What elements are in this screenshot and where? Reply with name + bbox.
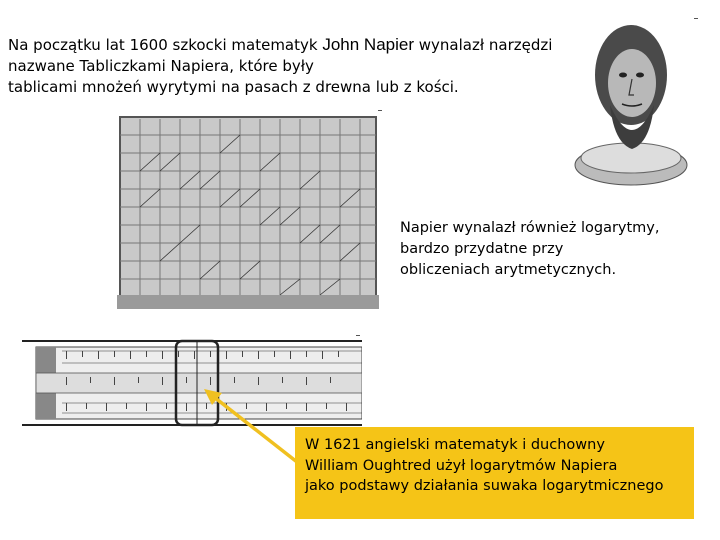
- stray-mark: [378, 110, 382, 111]
- napier-text-line-2: bardzo przydatne przy: [400, 241, 564, 257]
- intro-part-2: wynalazł narzędzi: [414, 36, 553, 54]
- napier-name: John Napier: [322, 35, 415, 54]
- stray-mark: [356, 335, 360, 336]
- stray-mark: [694, 18, 698, 19]
- slide-rule-photo: [22, 337, 362, 429]
- intro-text: [8, 34, 608, 98]
- oughtred-line-1: W 1621 angielski matematyk i duchowny: [305, 437, 605, 453]
- john-napier-portrait: [572, 15, 690, 193]
- napier-bones-photo: [115, 113, 381, 312]
- intro-line-2: nazwane Tabliczkami Napiera, które były: [8, 57, 314, 75]
- napier-text-line-3: obliczeniach arytmetycznych.: [400, 262, 617, 278]
- oughtred-callout: [295, 427, 694, 519]
- oughtred-line-3: jako podstawy działania suwaka logarytmicznego: [305, 478, 664, 494]
- oughtred-line-2: William Oughtred użył logarytmów Napiera: [305, 457, 618, 474]
- intro-part-1: Na początku lat 1600 szkocki matematyk: [8, 36, 323, 54]
- intro-line-1: [8, 34, 608, 56]
- intro-line-3: tablicami mnożeń wyrytymi na pasach z drewna lub z kości.: [8, 78, 459, 96]
- napier-logarithm-text: [400, 218, 700, 281]
- napier-text-line-1: Napier wynalazł również logarytmy,: [400, 220, 660, 236]
